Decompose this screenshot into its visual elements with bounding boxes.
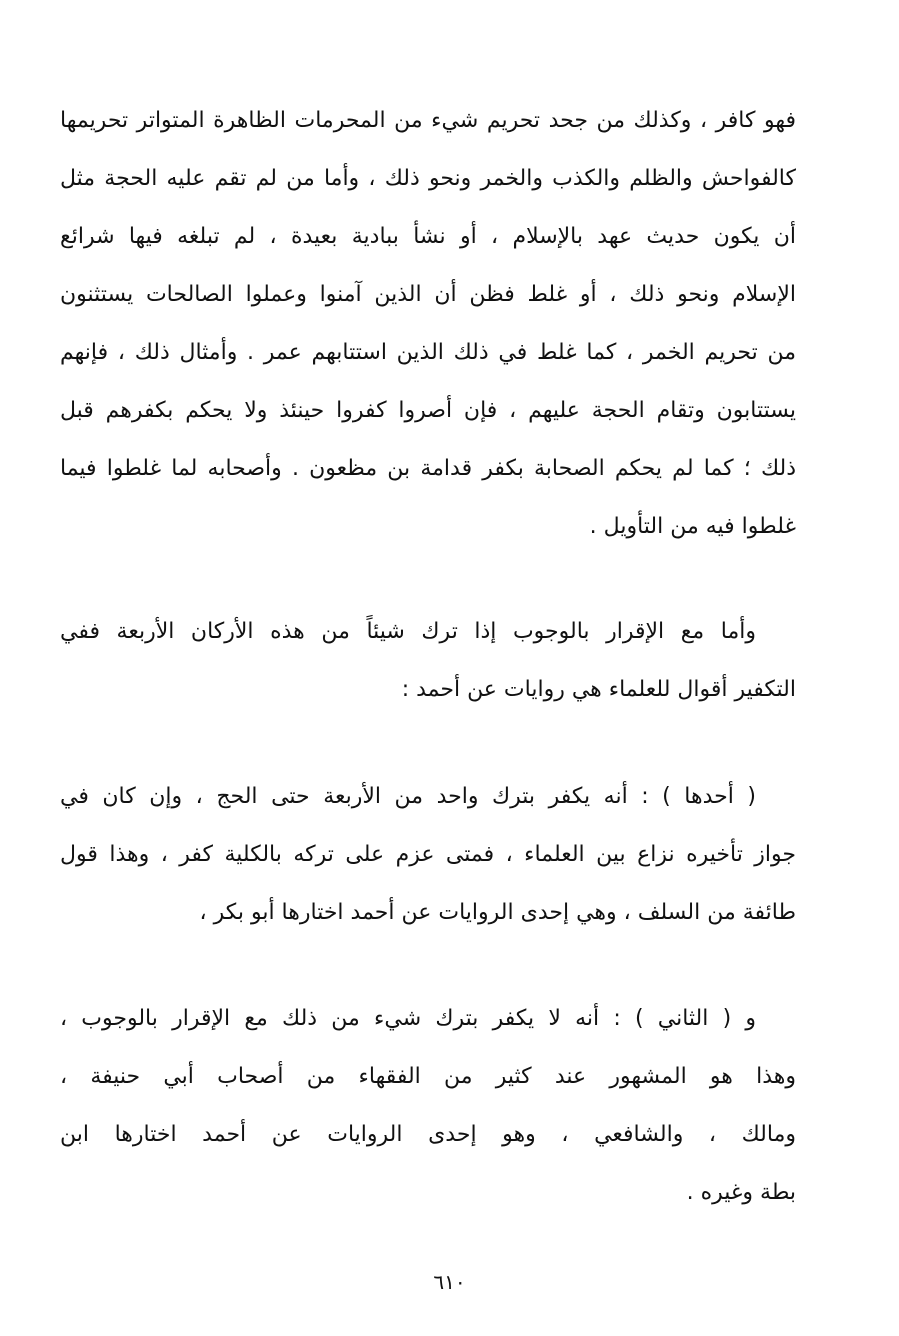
paragraph-line: طائفة من السلف ، وهي إحدى الروايات عن أحمد اختارها أبو بكر ، [199, 900, 796, 925]
page-number: ٦١٠ [433, 1270, 466, 1294]
paragraph-line: وهذا هو المشهور عند كثير من الفقهاء من أصحاب أبي حنيفة ، [60, 1064, 796, 1089]
paragraph-line: ذلك ؛ كما لم يحكم الصحابة بكفر قدامة بن مظعون . وأصحابه لما غلطوا فيما [60, 456, 796, 481]
paragraph-line: أن يكون حديث عهد بالإسلام ، أو نشأ ببادية بعيدة ، لم تبلغه فيها شرائع [60, 224, 796, 249]
paragraph-line: كالفواحش والظلم والكذب والخمر ونحو ذلك ، وأما من لم تقم عليه الحجة مثل [60, 166, 796, 191]
paragraph-line: بطة وغيره . [686, 1180, 796, 1205]
paragraph-line: ومالك ، والشافعي ، وهو إحدى الروايات عن أحمد اختارها ابن [60, 1122, 796, 1147]
paragraph-3 [60, 768, 796, 942]
paragraph-line: الإسلام ونحو ذلك ، أو غلط فظن أن الذين آمنوا وعملوا الصالحات يستثنون [60, 282, 796, 307]
paragraph-line: فهو كافر ، وكذلك من جحد تحريم شيء من المحرمات الظاهرة المتواتر تحريمها [60, 108, 796, 133]
paragraph-line: و ( الثاني ) : أنه لا يكفر بترك شيء من ذلك مع الإقرار بالوجوب ، [60, 1006, 756, 1031]
paragraph-line: غلطوا فيه من التأويل . [589, 514, 796, 539]
paragraph-4 [60, 990, 796, 1222]
paragraph-1 [60, 92, 796, 556]
paragraph-line: وأما مع الإقرار بالوجوب إذا ترك شيئاً من هذه الأركان الأربعة ففي [60, 619, 756, 644]
paragraph-line: ( أحدها ) : أنه يكفر بترك واحد من الأربعة حتى الحج ، وإن كان في [60, 784, 756, 809]
paragraph-line: من تحريم الخمر ، كما غلط في ذلك الذين استتابهم عمر . وأمثال ذلك ، فإنهم [60, 340, 796, 365]
paragraph-line: التكفير أقوال للعلماء هي روايات عن أحمد : [401, 677, 796, 702]
paragraph-line: جواز تأخيره نزاع بين العلماء ، فمتى عزم على تركه بالكلية كفر ، وهذا قول [60, 842, 796, 867]
paragraph-2 [60, 603, 796, 719]
paragraph-line: يستتابون وتقام الحجة عليهم ، فإن أصروا كفروا حينئذ ولا يحكم بكفرهم قبل [60, 398, 796, 423]
